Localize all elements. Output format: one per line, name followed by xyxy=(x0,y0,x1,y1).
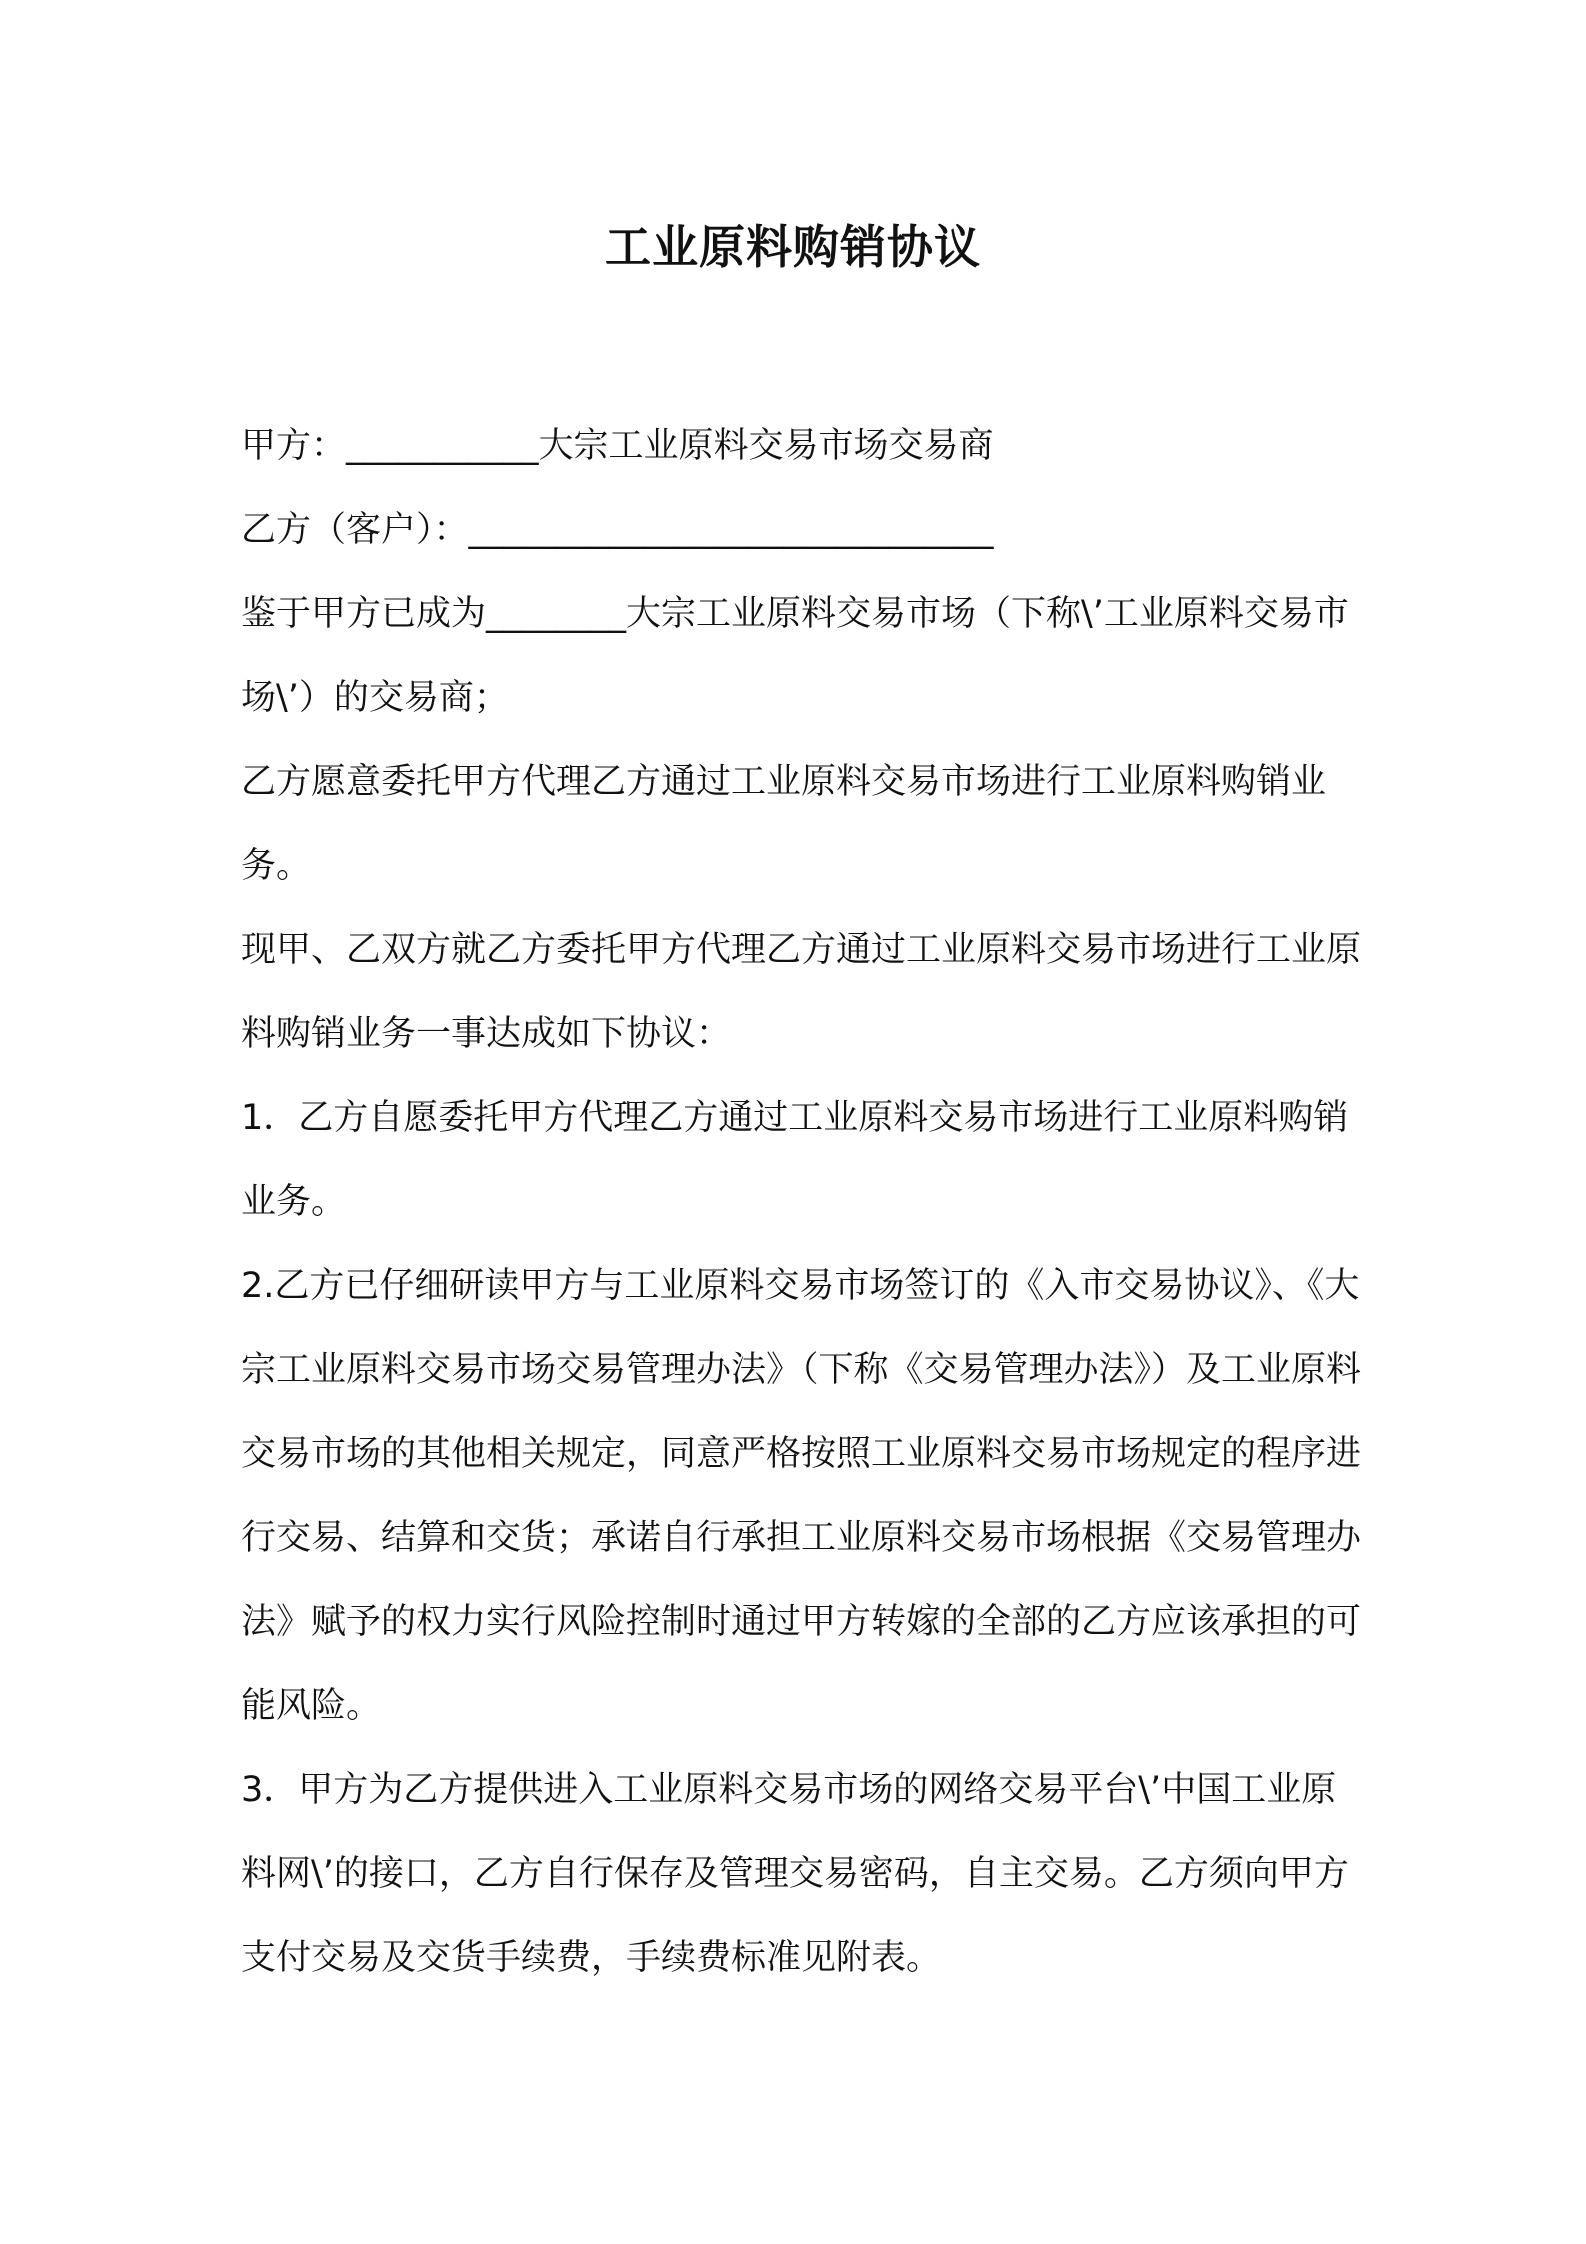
clause-2: 2.乙方已仔细研读甲方与工业原料交易市场签订的《入市交易协议》、《大宗工业原料交易市场交易管理办法》（下称《交易管理办法》）及工业原料交易市场的其他相关规定，同意严格按照工业原料交易市场规定的程序进行交易、结算和交货；承诺自行承担工业原料交易市场根据《交易管理办法》赋予的权力实行风险控制时通过甲方转嫁的全部的乙方应该承担的可能风险。 xyxy=(241,1266,1362,1726)
clause-3: 3．甲方为乙方提供进入工业原料交易市场的网络交易平台\’中国工业原料网\’的接口，乙方自行保存及管理交易密码，自主交易。乙方须向甲方支付交易及交货手续费，手续费标准见附表。 xyxy=(241,1770,1349,1978)
clause-1: 1．乙方自愿委托甲方代理乙方通过工业原料交易市场进行工业原料购销业务。 xyxy=(241,1098,1349,1222)
party-a-line: 甲方：___________大宗工业原料交易市场交易商 xyxy=(241,426,994,466)
document-title: 工业原料购销协议 xyxy=(605,220,981,274)
intent-paragraph: 乙方愿意委托甲方代理乙方通过工业原料交易市场进行工业原料购销业务。 xyxy=(241,762,1327,886)
agreement-intro-paragraph: 现甲、乙双方就乙方委托甲方代理乙方通过工业原料交易市场进行工业原料购销业务一事达成如下协议： xyxy=(241,930,1362,1054)
document-body xyxy=(241,404,1361,2000)
party-b-line: 乙方（客户）：______________________________ xyxy=(241,510,994,550)
recital-paragraph: 鉴于甲方已成为________大宗工业原料交易市场（下称\’工业原料交易市场\’）的交易商； xyxy=(241,594,1349,718)
